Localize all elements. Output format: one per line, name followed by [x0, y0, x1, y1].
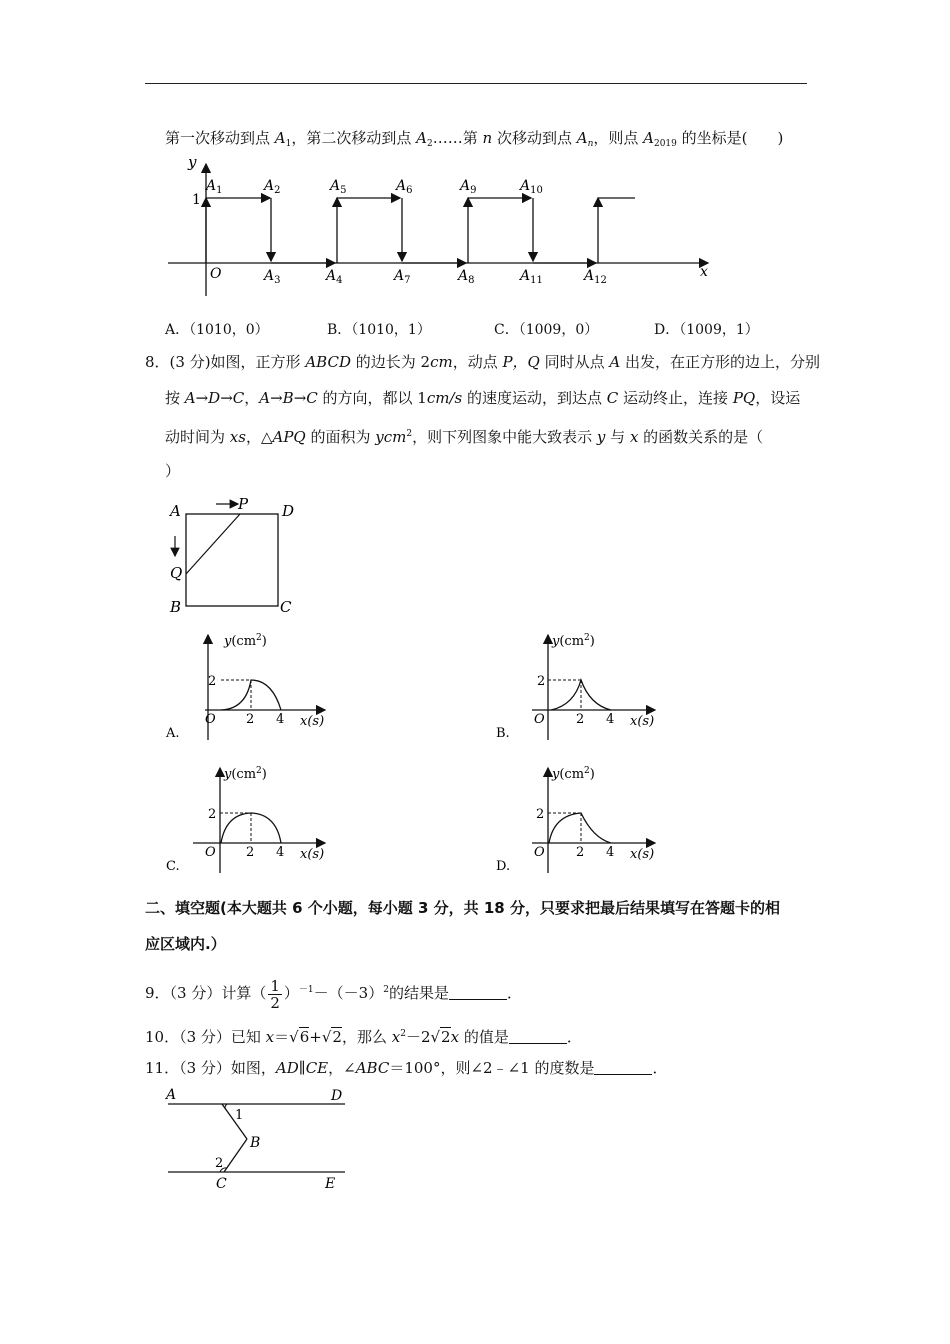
q7-option-b: B．（1010，1） [327, 322, 431, 338]
section2-heading-line1: 二、填空题(本大题共 6 个小题，每小题 3 分，共 18 分，只要求把最后结果填写在答题卡的相 [145, 899, 780, 917]
svg-text:y(cm2): $y(cm^2)$ [552, 766, 595, 782]
label-a11: $A_{11}$ [520, 268, 543, 286]
label-a8: $A_8$ [458, 268, 475, 286]
q10: 10．（3 分）已知 x＝√6+√2，那么 $x^2-2√2x$ 的值是 ． [145, 1028, 582, 1046]
y-axis-label: y [188, 153, 197, 171]
svg-text:x(s): x(s) [630, 847, 655, 862]
square-label-a: A [170, 502, 181, 520]
svg-text:2: 2 [537, 674, 546, 689]
q8-graph-c [160, 758, 340, 878]
q7-option-d: D．（1009，1） [654, 322, 759, 338]
label-a7: $A_7$ [394, 268, 411, 286]
q7-text-b: ，第二次移动到点 [291, 129, 417, 147]
label-a2: $A_2$ [264, 178, 281, 196]
q7-coordinate-figure [160, 150, 720, 300]
square-label-b: B [170, 598, 182, 616]
x-axis-label: x [700, 264, 708, 280]
svg-text:2: 2 [576, 845, 585, 860]
q11: 11．（3 分）如图，AD∥CE，∠ABC＝100°，则∠2﹣∠1 的度数是 ． [145, 1059, 668, 1077]
svg-text:x(s): x(s) [630, 714, 655, 729]
q7-text-a: 第一次移动到点 [165, 129, 275, 147]
svg-text:O: O [205, 845, 216, 860]
label-a10: $A_{10}$ [520, 178, 543, 196]
q9-fraction: $\frac{1}{2}$ [270, 976, 280, 1012]
svg-text:2: 2 [576, 712, 585, 727]
graph-c-letter: C. [166, 859, 180, 874]
square-label-c: C [280, 598, 292, 616]
q8-graph-b [490, 625, 670, 745]
q11-angle2-label: 2 [215, 1156, 224, 1171]
label-a6: $A_6$ [396, 178, 413, 196]
q11-label-c: C [216, 1176, 227, 1192]
q7-a1: A [274, 129, 286, 147]
label-a3: $A_3$ [264, 268, 281, 286]
label-a1: $A_1$ [206, 178, 223, 196]
q8-line2: 按 A→D→C，A→B→C 的方向，都以 1cm/s 的速度运动，到达点 C 运动终止，连接 PQ，设运 [165, 389, 801, 407]
svg-text:x(s): x(s) [300, 714, 325, 729]
svg-text:4: 4 [606, 712, 615, 727]
q7-a1-sub: 1 [285, 139, 292, 149]
svg-text:4: 4 [606, 845, 615, 860]
q9: 9．（3 分）计算（ $\frac{1}{2}$ ）$^{-1}-(-3)^2$的结果是 ． [145, 976, 522, 1012]
svg-text:x(s): x(s) [300, 847, 325, 862]
q7-text-c: ……第 [432, 129, 483, 147]
svg-text:2: 2 [208, 674, 217, 689]
graph-a-letter: A. [166, 726, 180, 741]
q7-option-c: C．（1009，0） [494, 322, 599, 338]
q7-text-f: 的坐标是( ) [676, 129, 784, 147]
q8-graph-d [490, 758, 670, 878]
graph-b-letter: B. [496, 726, 510, 741]
q8-line1: 8．(3 分)如图，正方形 ABCD 的边长为 2cm，动点 P，Q 同时从点 A 出发，在正方形的边上，分别 [145, 353, 821, 371]
q8-graph-a [160, 625, 340, 745]
q7-a2019: A [643, 129, 654, 147]
square-label-p: P [238, 495, 249, 513]
q7-option-a: A．（1010，0） [165, 322, 269, 338]
q11-answer-blank[interactable] [594, 1060, 652, 1075]
q7-text-e: ，则点 [593, 129, 644, 147]
header-rule [145, 83, 807, 84]
svg-text:2: 2 [208, 807, 217, 822]
svg-text:O: O [534, 845, 545, 860]
origin-label: O [210, 266, 222, 282]
one-label: 1 [192, 192, 201, 208]
svg-text:O: O [205, 712, 216, 727]
svg-text:2: 2 [246, 845, 255, 860]
q10-answer-blank[interactable] [509, 1029, 567, 1044]
q9-answer-blank[interactable] [449, 985, 507, 1000]
q7-an: A [576, 129, 588, 147]
q7-a2019-sub: 2019 [653, 139, 677, 149]
q11-label-a: A [166, 1087, 177, 1103]
label-a9: $A_9$ [460, 178, 477, 196]
q11-label-d: D [331, 1088, 343, 1104]
svg-text:y(cm2): $y(cm^2)$ [224, 766, 267, 782]
svg-text:2: 2 [536, 807, 545, 822]
section2-heading-line2: 应区域内.） [145, 935, 226, 953]
q8-line3: 动时间为 xs，△APQ 的面积为 ycm$^2$，则下列图象中能大致表示 y 与 x 的函数关系的是（ [165, 428, 764, 446]
q8-line4: ） [165, 462, 181, 480]
q11-label-e: E [325, 1176, 336, 1192]
q11-label-b: B [250, 1135, 261, 1151]
svg-text:y(cm2): $y(cm^2)$ [552, 633, 595, 649]
svg-text:O: O [534, 712, 545, 727]
graph-d-letter: D. [496, 859, 511, 874]
q7-n: n [482, 129, 493, 147]
q8-square-figure [160, 492, 310, 617]
q7-text-d: 次移动到点 [492, 129, 577, 147]
svg-text:4: 4 [276, 845, 285, 860]
q11-parallel-figure [160, 1082, 360, 1197]
label-a12: $A_{12}$ [584, 268, 607, 286]
label-a4: $A_4$ [326, 268, 343, 286]
square-label-d: D [282, 502, 295, 520]
svg-text:4: 4 [276, 712, 285, 727]
label-a5: $A_5$ [330, 178, 347, 196]
q11-angle1-label: 1 [235, 1108, 244, 1123]
q7-a2-sub: 2 [426, 139, 433, 149]
svg-text:2: 2 [246, 712, 255, 727]
q7-an-sub: n [587, 139, 594, 149]
svg-text:y(cm2): $y(cm^2)$ [224, 633, 267, 649]
square-label-q: Q [170, 564, 183, 582]
q7-a2: A [416, 129, 427, 147]
